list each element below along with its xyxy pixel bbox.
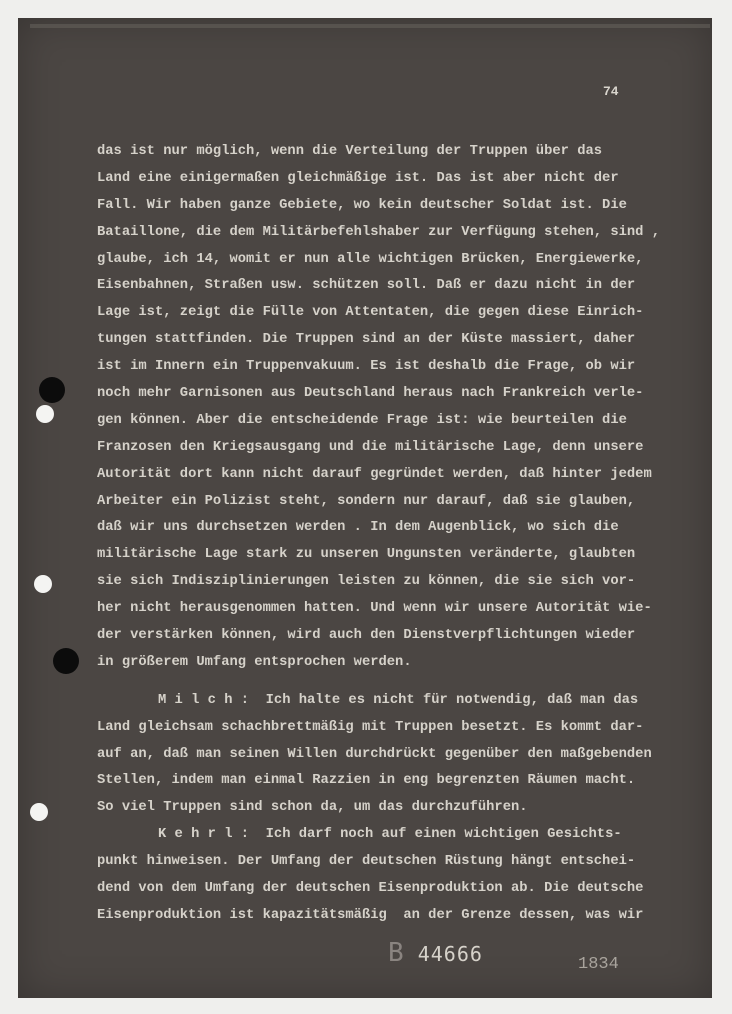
paragraph-kehrl bbox=[97, 822, 707, 930]
text-line: dend von dem Umfang der deutschen Eisenproduktion ab. Die deutsche bbox=[97, 881, 644, 897]
text-line: sie sich Indisziplinierungen leisten zu können, die sie sich vor- bbox=[97, 574, 636, 590]
text-line: auf an, daß man seinen Willen durchdrückt gegenüber den maßgebenden bbox=[97, 746, 652, 762]
speaker-line-kehrl: K e h r l : Ich darf noch auf einen wichtigen Gesichts- bbox=[158, 827, 622, 843]
text-line: Arbeiter ein Polizist steht, sondern nur darauf, daß sie glauben, bbox=[97, 493, 636, 509]
paragraph-main bbox=[97, 139, 707, 677]
text-line: Eisenproduktion ist kapazitätsmäßig an der Grenze dessen, was wir bbox=[97, 907, 644, 923]
document-body bbox=[97, 139, 707, 930]
text-line: glaube, ich 14, womit er nun alle wichtigen Brücken, Energiewerke, bbox=[97, 251, 644, 267]
punch-hole bbox=[34, 575, 52, 593]
text-line: Land gleichsam schachbrettmäßig mit Truppen besetzt. Es kommt dar- bbox=[97, 719, 644, 735]
text-line: gen können. Aber die entscheidende Frage ist: wie beurteilen die bbox=[97, 412, 627, 428]
text-line: Fall. Wir haben ganze Gebiete, wo kein deutscher Soldat ist. Die bbox=[97, 197, 627, 213]
top-edge-shadow bbox=[30, 24, 710, 28]
punch-hole bbox=[30, 803, 48, 821]
speaker-line-milch: M i l c h : Ich halte es nicht für notwendig, daß man das bbox=[158, 692, 639, 708]
text-line: Lage ist, zeigt die Fülle von Attentaten, die gegen diese Einrich- bbox=[97, 305, 644, 321]
stamp-number: 44666 bbox=[417, 942, 483, 966]
text-line: in größerem Umfang entsprochen werden. bbox=[97, 654, 412, 670]
text-line: Eisenbahnen, Straßen usw. schützen soll. Daß er dazu nicht in der bbox=[97, 278, 636, 294]
text-line: daß wir uns durchsetzen werden . In dem Augenblick, wo sich die bbox=[97, 520, 619, 536]
punch-hole bbox=[53, 648, 79, 674]
page-number: 74 bbox=[603, 84, 619, 99]
text-line: Stellen, indem man einmal Razzien in eng begrenzten Räumen macht. bbox=[97, 773, 636, 789]
text-line: Land eine einigermaßen gleichmäßige ist. Das ist aber nicht der bbox=[97, 170, 619, 186]
document-stamp bbox=[388, 938, 483, 968]
text-line: tungen stattfinden. Die Truppen sind an der Küste massiert, daher bbox=[97, 332, 636, 348]
text-line: punkt hinweisen. Der Umfang der deutschen Rüstung hängt entschei- bbox=[97, 854, 636, 870]
text-line: noch mehr Garnisonen aus Deutschland heraus nach Frankreich verle- bbox=[97, 386, 644, 402]
paragraph-milch bbox=[97, 688, 707, 822]
text-line: her nicht herausgenommen hatten. Und wenn wir unsere Autorität wie- bbox=[97, 601, 652, 617]
text-line: Franzosen den Kriegsausgang und die militärische Lage, denn unsere bbox=[97, 439, 644, 455]
text-line: der verstärken können, wird auch den Dienstverpflichtungen wieder bbox=[97, 628, 636, 644]
punch-hole bbox=[39, 377, 65, 403]
punch-hole bbox=[36, 405, 54, 423]
text-line: So viel Truppen sind schon da, um das durchzuführen. bbox=[97, 800, 528, 816]
text-line: das ist nur möglich, wenn die Verteilung der Truppen über das bbox=[97, 144, 603, 159]
stamp-prefix: B bbox=[388, 938, 405, 968]
text-line: Bataillone, die dem Militärbefehlshaber zur Verfügung stehen, sind , bbox=[97, 224, 661, 240]
text-line: militärische Lage stark zu unseren Ungunsten veränderte, glaubten bbox=[97, 547, 636, 563]
archive-number: 1834 bbox=[578, 955, 619, 974]
text-line: ist im Innern ein Truppenvakuum. Es ist deshalb die Frage, ob wir bbox=[97, 359, 636, 375]
text-line: Autorität dort kann nicht darauf gegründet werden, daß hinter jedem bbox=[97, 466, 652, 482]
